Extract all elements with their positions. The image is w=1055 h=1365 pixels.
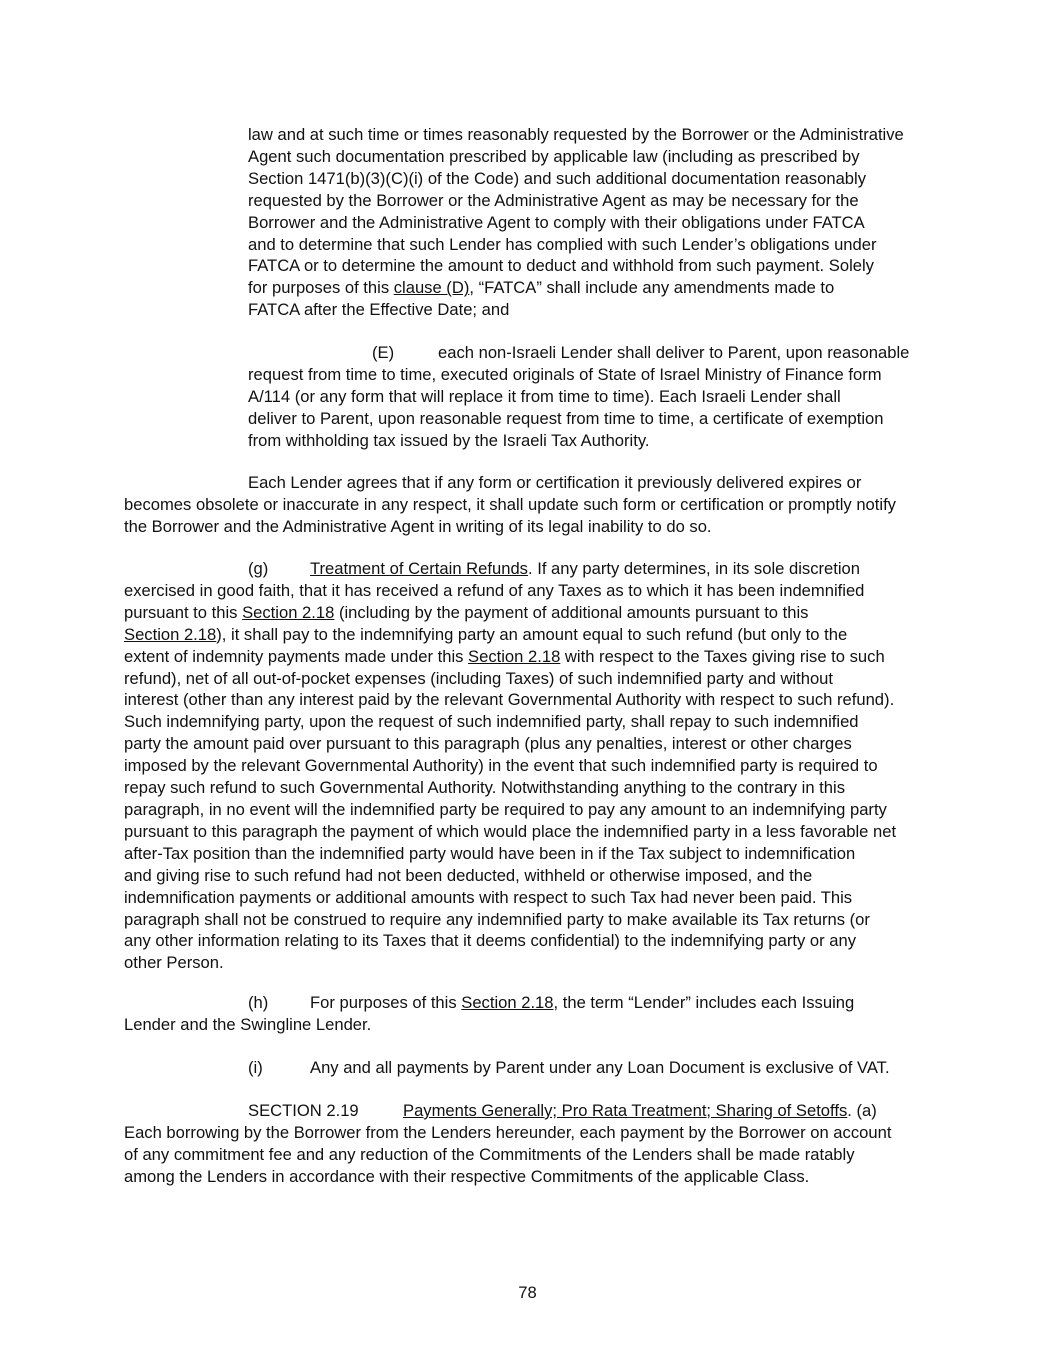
text-line: indemnification payments or additional amounts with respect to such Tax had never been paid. This: [124, 887, 853, 907]
text-line: [248, 277, 948, 299]
text-line: [124, 646, 944, 668]
text-line: deliver to Parent, upon reasonable request from time to time, a certificate of exemption: [248, 408, 884, 428]
text-line: other Person.: [124, 953, 224, 973]
text-segment: Any and all payments by Parent under any Loan Document is exclusive of VAT.: [310, 1058, 890, 1077]
text-line: paragraph, in no event will the indemnified party be required to pay any amount to an indemnifying party: [124, 799, 887, 819]
text-line: [124, 1100, 944, 1122]
text-line: becomes obsolete or inaccurate in any respect, it shall update such form or certification or promptly notify: [124, 494, 896, 514]
paragraph-h: [124, 992, 944, 1036]
text-segment: (including by the payment of additional amounts pursuant to this: [334, 602, 809, 622]
text-line: [124, 1057, 944, 1079]
text-segment: extent of indemnity payments made under this: [124, 646, 469, 666]
text-line: after-Tax position than the indemnified party would have been in if the Tax subject to indemnification: [124, 843, 856, 863]
text-line: refund), net of all out-of-pocket expenses (including Taxes) of such indemnified party and without: [124, 668, 834, 688]
section-reference: Section 2.18: [124, 624, 217, 644]
text-line: among the Lenders in accordance with their respective Commitments of the applicable Class.: [124, 1166, 810, 1186]
text-line: Each borrowing by the Borrower from the Lenders hereunder, each payment by the Borrower on account: [124, 1122, 892, 1142]
text-line: A/114 (or any form that will replace it from time to time). Each Israeli Lender shall: [248, 386, 841, 406]
text-line: party the amount paid over pursuant to this paragraph (plus any penalties, interest or other charges: [124, 734, 852, 754]
text-line: request from time to time, executed originals of State of Israel Ministry of Finance form: [248, 364, 882, 384]
text-line: and to determine that such Lender has complied with such Lender’s obligations under: [248, 234, 877, 254]
text-line: paragraph shall not be construed to require any indemnified party to make available its Tax returns (or: [124, 909, 870, 929]
clause-e: [248, 342, 948, 452]
text-line: [124, 472, 944, 494]
text-segment: For purposes of this: [310, 993, 462, 1012]
section-reference: Section 2.18: [242, 602, 335, 622]
text-line: any other information relating to its Taxes that it deems confidential) to the indemnifying party or any: [124, 931, 857, 951]
paragraph-label: (i): [248, 1058, 263, 1077]
text-line: FATCA or to determine the amount to deduct and withhold from such payment. Solely: [248, 256, 874, 276]
text-line: requested by the Borrower or the Administrative Agent as may be necessary for the: [248, 190, 859, 210]
section-2-19: [124, 1100, 944, 1188]
text-line: Borrower and the Administrative Agent to comply with their obligations under FATCA: [248, 212, 865, 232]
text-segment: Each Lender agrees that if any form or certification it previously delivered expires or: [248, 473, 862, 492]
text-line: [248, 342, 948, 364]
text-segment: , the term “Lender” includes each Issuing: [553, 993, 855, 1012]
paragraph-label: (g): [248, 559, 269, 578]
text-segment: . (a): [847, 1101, 877, 1120]
text-line: interest (other than any interest paid by the relevant Governmental Authority with respect to such refund).: [124, 690, 895, 710]
text-line: the Borrower and the Administrative Agent in writing of its legal inability to do so.: [124, 516, 712, 536]
paragraph-i: [124, 1057, 944, 1079]
clause-d-continuation: [248, 124, 948, 321]
text-line: FATCA after the Effective Date; and: [248, 300, 510, 320]
text-line: [124, 558, 944, 580]
text-line: Lender and the Swingline Lender.: [124, 1014, 372, 1034]
text-segment: ), it shall pay to the indemnifying party an amount equal to such refund (but only to the: [216, 624, 848, 644]
text-segment: , “FATCA” shall include any amendments made to: [469, 278, 835, 298]
text-line: exercised in good faith, that it has received a refund of any Taxes as to which it has been indemnified: [124, 580, 865, 600]
clause-d-reference: clause (D): [393, 278, 470, 298]
text-line: and giving rise to such refund had not been deducted, withheld or otherwise imposed, and the: [124, 865, 813, 885]
paragraph-heading: Treatment of Certain Refunds: [310, 559, 528, 578]
text-segment: for purposes of this: [248, 278, 394, 298]
section-label: SECTION 2.19: [248, 1101, 359, 1120]
text-line: pursuant to this paragraph the payment of which would place the indemnified party in a less favorable net: [124, 821, 897, 841]
section-heading: Payments Generally; Pro Rata Treatment; Sharing of Setoffs: [403, 1101, 848, 1120]
text-line: of any commitment fee and any reduction of the Commitments of the Lenders shall be made ratably: [124, 1144, 855, 1164]
text-line: [124, 624, 944, 646]
text-segment: pursuant to this: [124, 602, 243, 622]
text-segment: . If any party determines, in its sole discretion: [527, 559, 861, 578]
each-lender-paragraph: [124, 472, 944, 538]
text-line: Such indemnifying party, upon the request of such indemnified party, shall repay to such indemnified: [124, 712, 859, 732]
section-reference: Section 2.18: [468, 646, 561, 666]
text-segment: with respect to the Taxes giving rise to such: [560, 646, 885, 666]
text-line: [124, 602, 944, 624]
paragraph-g: [124, 558, 944, 974]
text-line: law and at such time or times reasonably requested by the Borrower or the Administrative: [248, 125, 904, 144]
page-number: 78: [518, 1283, 537, 1302]
text-line: imposed by the relevant Governmental Authority) in the event that such indemnified party is required to: [124, 756, 878, 776]
text-line: Section 1471(b)(3)(C)(i) of the Code) and such additional documentation reasonably: [248, 168, 867, 188]
clause-label: (E): [372, 343, 395, 362]
section-reference: Section 2.18: [461, 993, 554, 1012]
paragraph-label: (h): [248, 993, 269, 1012]
text-line: [124, 992, 944, 1014]
text-line: Agent such documentation prescribed by applicable law (including as prescribed by: [248, 146, 860, 166]
text-segment: each non-Israeli Lender shall deliver to Parent, upon reasonable: [438, 343, 910, 362]
text-line: repay such refund to such Governmental Authority. Notwithstanding anything to the contrary in this: [124, 778, 845, 798]
text-line: from withholding tax issued by the Israeli Tax Authority.: [248, 430, 650, 450]
